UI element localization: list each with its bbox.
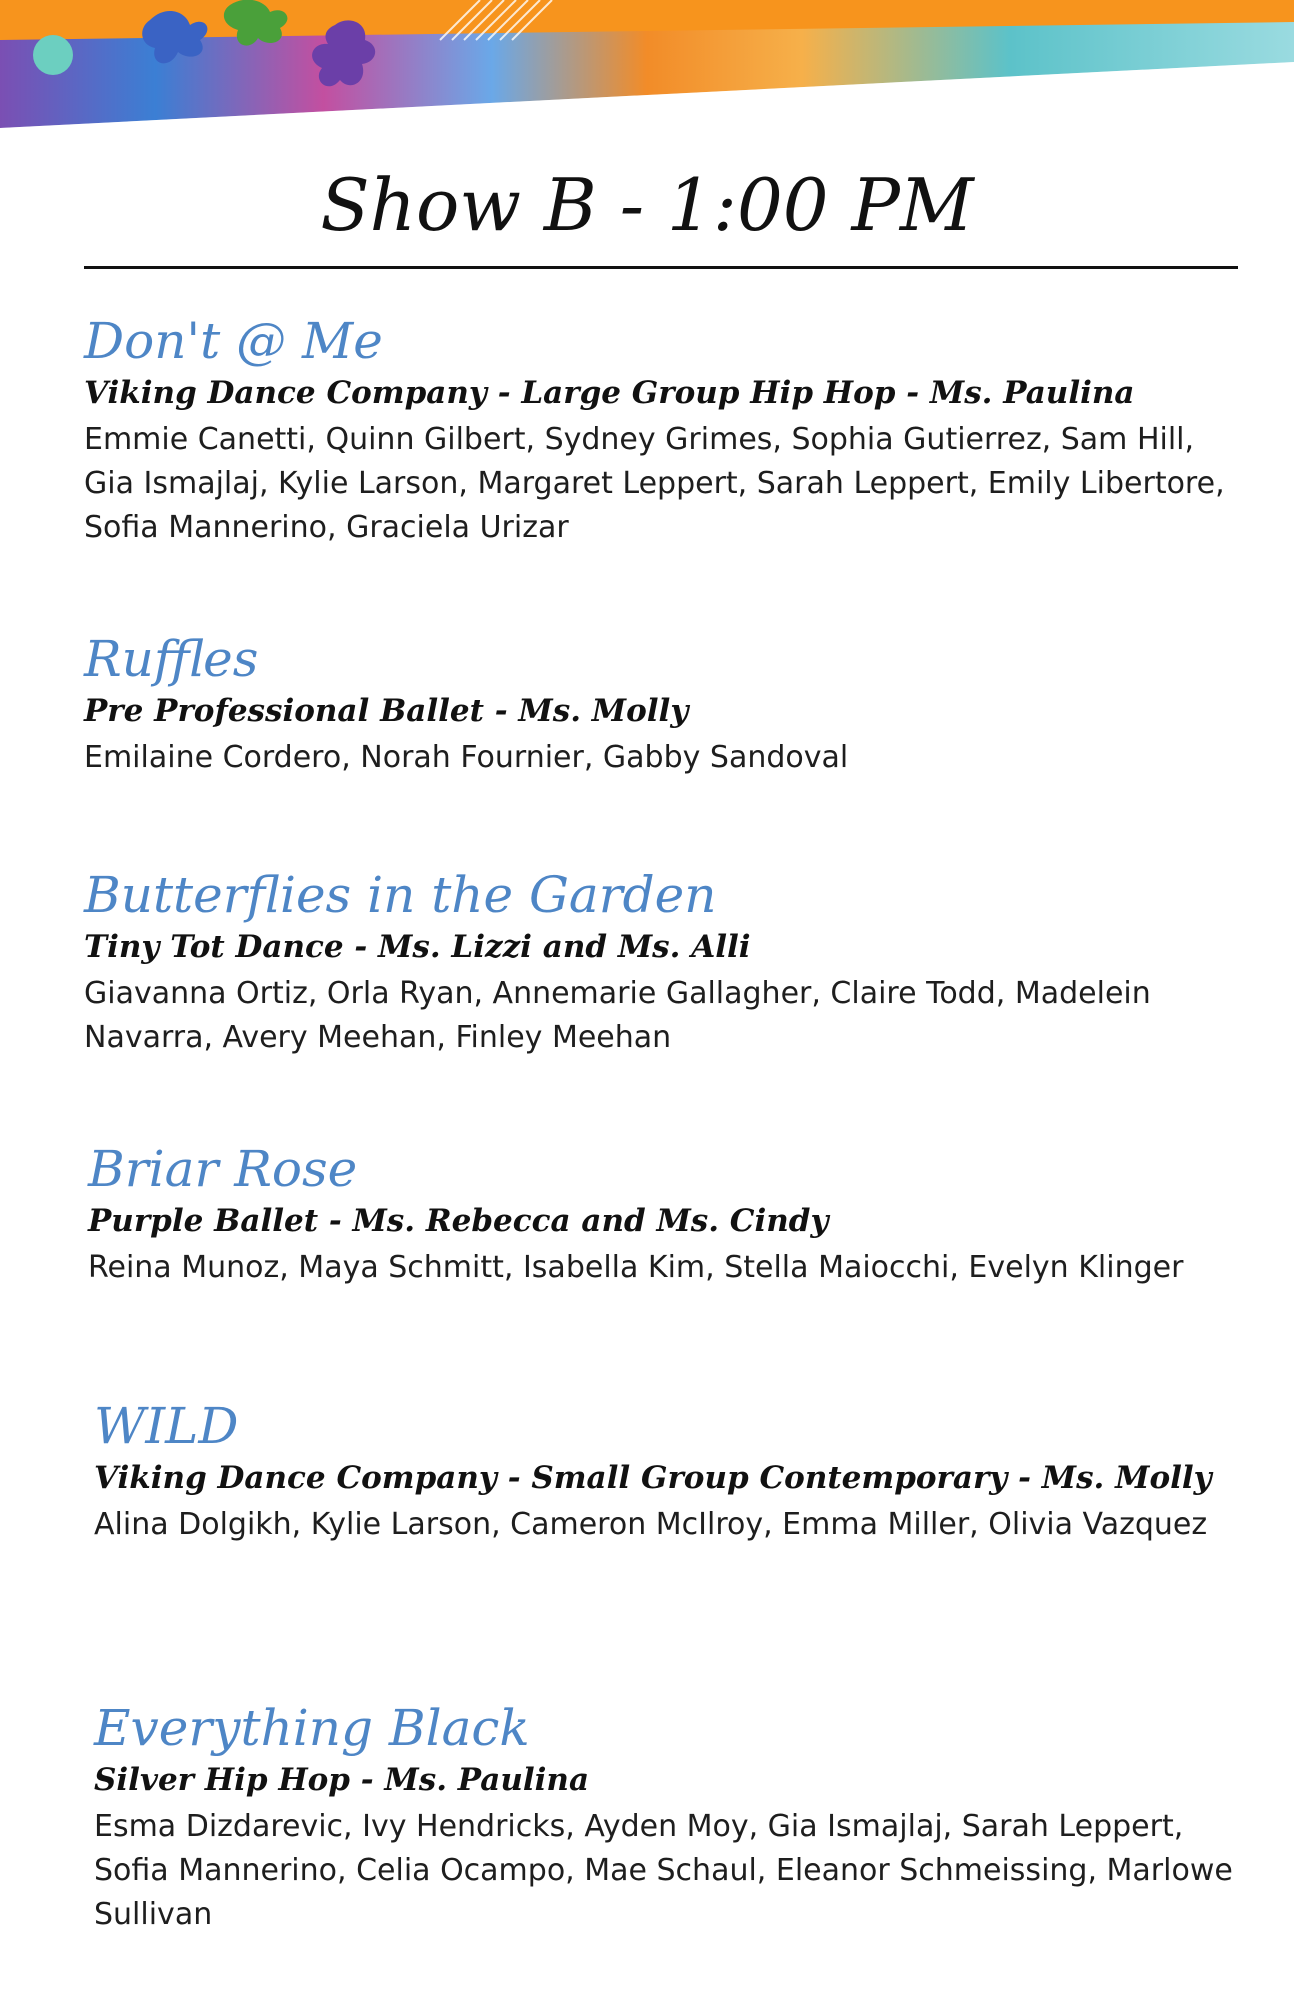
act-title: WILD: [94, 1397, 239, 1455]
act-dancers: Reina Munoz, Maya Schmitt, Isabella Kim, Stella Maiocchi, Evelyn Klinger: [88, 1250, 1184, 1285]
act-title: Everything Black: [94, 1699, 530, 1757]
act-title: Butterflies in the Garden: [84, 866, 717, 924]
act-dancers: Giavanna Ortiz, Orla Ryan, Annemarie Gallagher, Claire Todd, Madelein Navarra, Avery Meehan, Finley Meehan: [84, 976, 1151, 1055]
act-subtitle: Viking Dance Company - Small Group Contemporary - Ms. Molly: [94, 1460, 1212, 1496]
act-butterflies-in-the-garden: [84, 864, 1284, 1060]
act-subtitle: Tiny Tot Dance - Ms. Lizzi and Ms. Alli: [84, 929, 751, 965]
act-wild: [94, 1395, 1294, 1547]
act-subtitle: Purple Ballet - Ms. Rebecca and Ms. Cindy: [88, 1203, 829, 1239]
act-dancers: Alina Dolgikh, Kylie Larson, Cameron McIlroy, Emma Miller, Olivia Vazquez: [94, 1507, 1208, 1542]
act-ruffles: [84, 628, 1284, 780]
act-subtitle: Silver Hip Hop - Ms. Paulina: [94, 1762, 590, 1798]
act-title: Don't @ Me: [84, 312, 383, 370]
act-subtitle: Viking Dance Company - Large Group Hip Hop - Ms. Paulina: [84, 375, 1135, 411]
act-everything-black: [94, 1697, 1294, 1937]
act-dont-at-me: [84, 310, 1284, 550]
title-divider: [84, 266, 1238, 269]
act-title: Briar Rose: [88, 1140, 358, 1198]
teal-dot: [33, 35, 73, 75]
act-dancers: Esma Dizdarevic, Ivy Hendricks, Ayden Moy, Gia Ismajlaj, Sarah Leppert, Sofia Mannerino, Celia Ocampo, Mae Schaul, Eleanor Schmeissing, Marlowe Sullivan: [94, 1809, 1233, 1932]
act-dancers: Emmie Canetti, Quinn Gilbert, Sydney Grimes, Sophia Gutierrez, Sam Hill, Gia Ismajlaj, Kylie Larson, Margaret Leppert, Sarah Leppert, Emily Libertore, Sofia Mannerino, Graciela Urizar: [84, 422, 1225, 545]
act-subtitle: Pre Professional Ballet - Ms. Molly: [84, 693, 689, 729]
decorative-banner: [0, 0, 1294, 135]
act-dancers: Emilaine Cordero, Norah Fournier, Gabby Sandoval: [84, 740, 849, 775]
act-briar-rose: [88, 1138, 1288, 1290]
act-title: Ruffles: [84, 630, 259, 688]
page-title: Show B - 1:00 PM: [320, 163, 974, 247]
